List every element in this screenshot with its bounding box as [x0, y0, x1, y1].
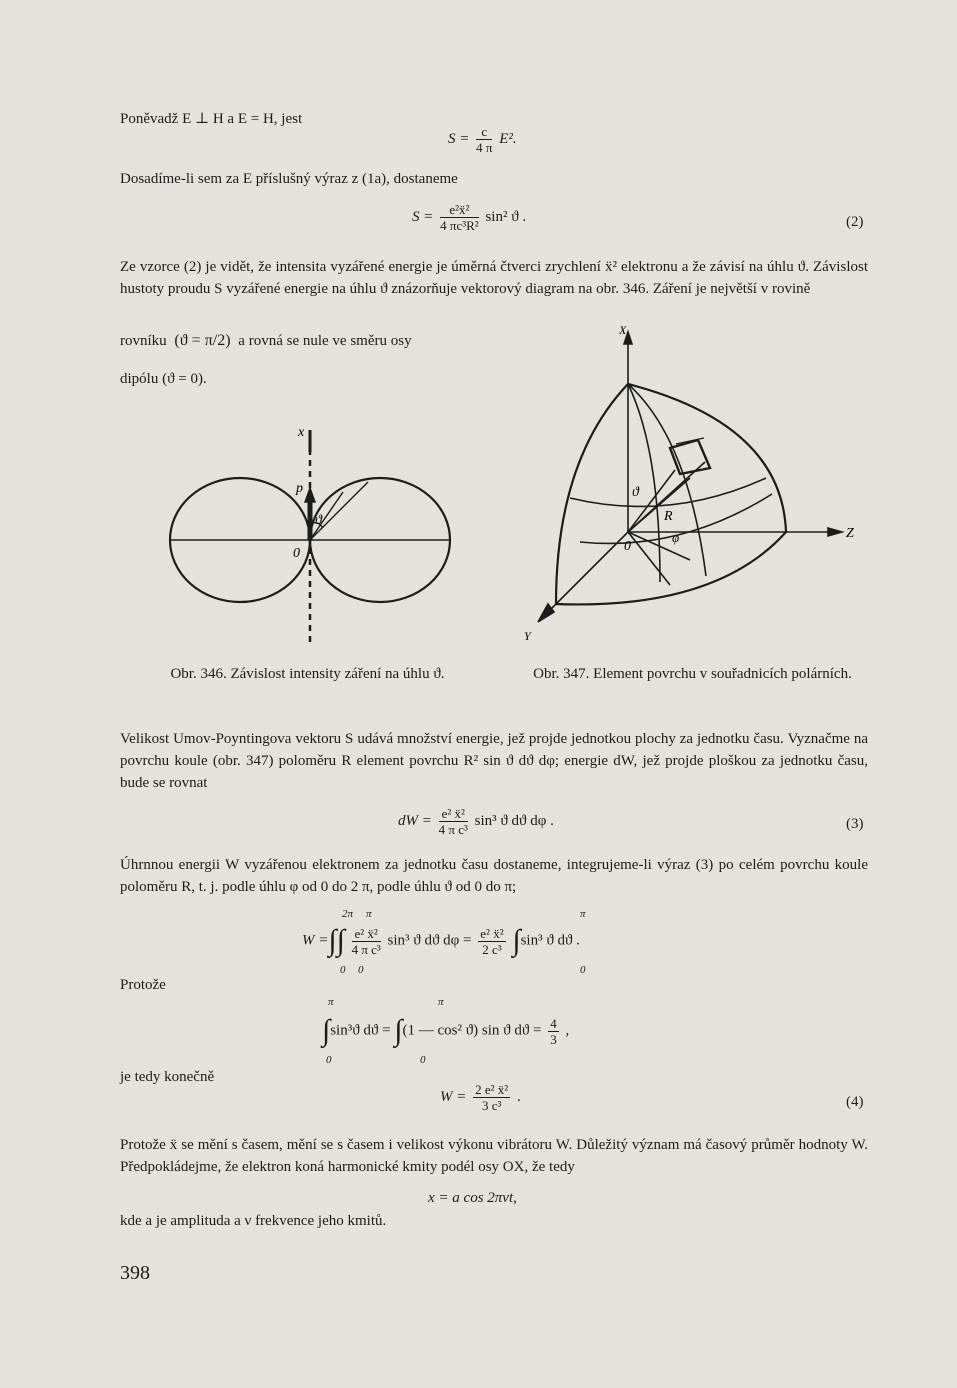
equation-4: W = $\frac{\text{2 e² ẍ²}}{\text{3 c³}}$ . [440, 1082, 521, 1113]
axis-y-label: Y [524, 629, 531, 643]
paragraph-total-energy: Úhrnnou energii W vyzářenou elektronem za jednotku času dostaneme, integrujeme-li výraz (3) po celém povrchu koule poloměru R, t. j. podle úhlu φ od 0 do 2 π, podle úhlu ϑ od 0 do π; [120, 857, 868, 895]
therefore-line: je tedy konečně [120, 1069, 215, 1085]
paragraph-dipole-line: dipólu (ϑ = 0). [120, 371, 207, 387]
theta-label: ϑ [315, 513, 322, 528]
page-number: 398 [120, 1262, 150, 1284]
intro-line: Poněvadž E ⊥ H a E = H, jest [120, 111, 303, 127]
equation-oscillation: x = a cos 2πνt, [428, 1190, 517, 1206]
substitution-line: Dosadíme-li sem za E příslušný výraz z (1a), dostaneme [120, 171, 458, 187]
equation-number-4: (4) [846, 1094, 864, 1110]
figure-346-caption: Obr. 346. Závislost intensity záření na úhlu ϑ. [170, 666, 445, 682]
axis-z-label: Z [846, 526, 854, 541]
equation-1: S = $\frac{c}{4 \pi}$ E². [448, 124, 517, 155]
equation-sin-integral: π 0 π 0 ∫sin³ϑ dϑ = ∫(1 — cos² ϑ) sin ϑ dϑ = $\frac{4}{3}$ , [322, 996, 570, 1066]
radius-label: R [664, 509, 673, 524]
figure-346-diagram [160, 420, 470, 645]
since-line: Protože [120, 977, 166, 993]
figure-347-caption: Obr. 347. Element povrchu v souřadnicích polárních. [533, 666, 852, 682]
equation-3: dW = $\frac{\text{e² ẍ²}}{\text{4 π c³}}$ sin³ ϑ dϑ dφ . [398, 806, 554, 837]
equation-2: S = $\frac{\text{e²ẍ²}}{\text{4 πc³R²}}$ sin² ϑ . [412, 202, 527, 233]
paragraph-equator-line: rovníku (ϑ = π/2) a rovná se nule ve směru osy [120, 332, 412, 349]
equation-number-2: (2) [846, 214, 864, 230]
paragraph-harmonic: Protože ẍ se mění s časem, mění se s časem i velikost výkonu vibrátoru W. Důležitý význam má časový průměr hodnoty W. Předpokládejme, že elektron koná harmonické kmity podél osy OX, že tedy [120, 1137, 868, 1175]
figure-347-diagram [520, 320, 870, 650]
closing-line: kde a je amplituda a ν frekvence jeho kmitů. [120, 1213, 387, 1229]
equation-number-3: (3) [846, 816, 864, 832]
phi-label: φ [672, 530, 680, 545]
axis-x-label: x [298, 425, 305, 440]
theta-label: ϑ [632, 485, 639, 500]
axis-x-label: X [619, 323, 627, 337]
dipole-p-label: p [296, 481, 303, 496]
paragraph-poynting: Velikost Umov-Poyntingova vektoru S udává množství energie, jež projde jednotkou plochy za jednotku času. Vyznačme na povrchu koule (obr. 347) poloměru R element povrchu R² sin ϑ dϑ dφ; energie dW, jež projde ploškou za jednotku času, bude se rovnat [120, 731, 868, 791]
origin-label: 0 [624, 539, 631, 554]
equation-integral: 2π π 0 0 π 0 W =∫∫ $\frac{\text{e² ẍ²}}{\text{4 π c³}}$ sin³ ϑ dϑ dφ = $\frac{\text{e² ẍ²}}{\text{2 c³}}$ ∫sin³ ϑ dϑ . [302, 908, 586, 976]
paragraph-intensity: Ze vzorce (2) je vidět, že intensita vyzářené energie je úměrná čtverci zrychlení ẍ² elektronu a že závisí na úhlu ϑ. Závislost hustoty proudu S vyzářené energie na úhlu ϑ znázorňuje vektorový diagram na obr. 346. Záření je největší v rovině [120, 259, 868, 297]
origin-label: 0 [293, 546, 300, 561]
